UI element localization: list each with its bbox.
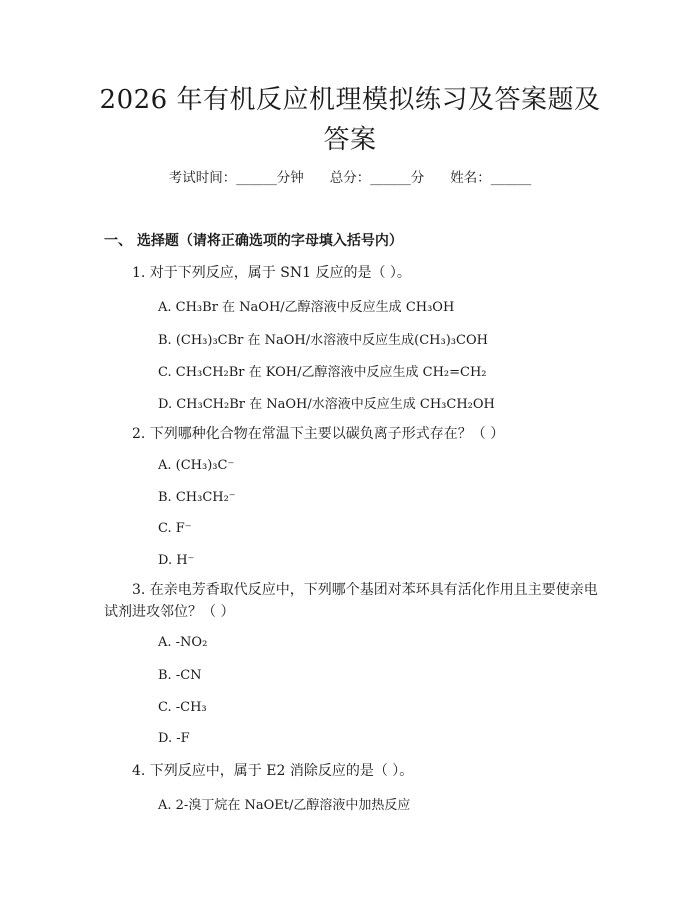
document-title: 2026 年有机反应机理模拟练习及答案题及答案	[99, 85, 601, 155]
question-1-option-d: D. CH₃CH₂Br 在 NaOH/水溶液中反应生成 CH₃CH₂OH	[158, 397, 495, 412]
question-2-option-a: A. (CH₃)₃C⁻	[158, 458, 235, 473]
question-2-option-d: D. H⁻	[158, 553, 195, 568]
section-heading: 一、 选择题（请将正确选项的字母填入括号内）	[104, 233, 403, 249]
question-1-option-c: C. CH₃CH₂Br 在 KOH/乙醇溶液中反应生成 CH₂=CH₂	[158, 365, 487, 380]
total-score-field: 总分：______分	[329, 170, 425, 186]
question-3-option-d: D. -F	[158, 731, 190, 746]
question-2-option-b: B. CH₃CH₂⁻	[158, 490, 236, 505]
question-4: 4. 下列反应中，属于 E2 消除反应的是（ ）。	[132, 763, 414, 779]
question-4-option-a: A. 2-溴丁烷在 NaOEt/乙醇溶液中加热反应	[158, 798, 411, 813]
exam-info	[0, 166, 700, 186]
question-2-option-c: C. F⁻	[158, 521, 192, 536]
question-1-option-b: B. (CH₃)₃CBr 在 NaOH/水溶液中反应生成(CH₃)₃COH	[158, 333, 488, 348]
exam-time-field: 考试时间：______分钟	[168, 170, 304, 186]
question-3-option-b: B. -CN	[158, 668, 202, 683]
name-field: 姓名：______	[450, 170, 532, 186]
question-2: 2. 下列哪种化合物在常温下主要以碳负离子形式存在？（ ）	[132, 426, 505, 442]
question-3-option-a: A. -NO₂	[158, 635, 208, 650]
question-3-line-2: 试剂进攻邻位？（ ）	[104, 604, 235, 620]
question-3-line-1: 3. 在亲电芳香取代反应中，下列哪个基团对苯环具有活化作用且主要使亲电	[132, 582, 598, 598]
question-1-option-a: A. CH₃Br 在 NaOH/乙醇溶液中反应生成 CH₃OH	[158, 300, 455, 315]
question-1: 1. 对于下列反应，属于 SN1 反应的是（ ）。	[132, 265, 411, 281]
question-3-option-c: C. -CH₃	[158, 700, 207, 715]
